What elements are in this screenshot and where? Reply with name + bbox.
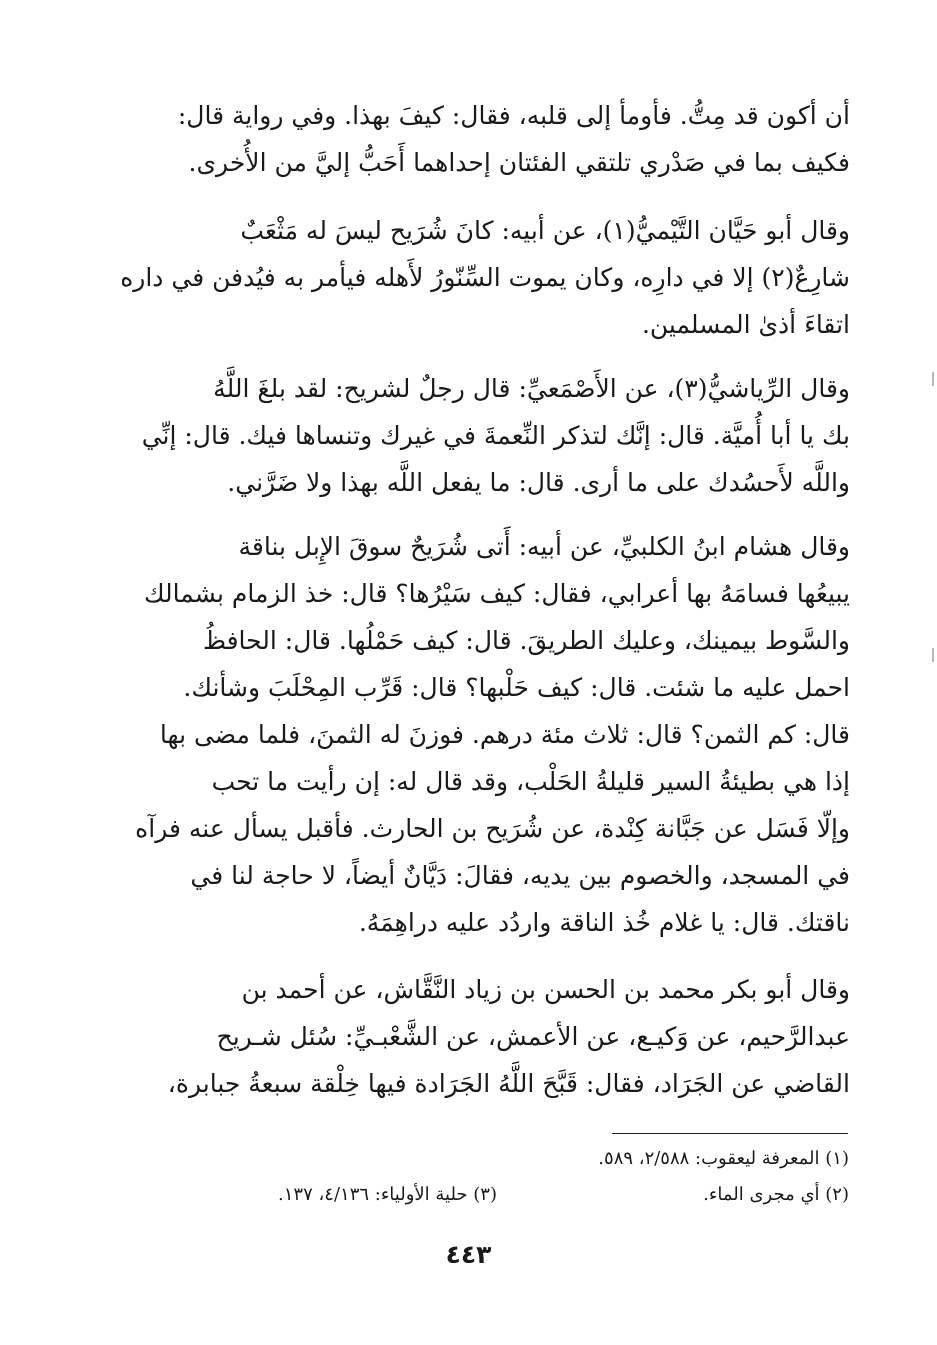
text-line: القاضي عن الجَرَاد، فقال: قَبَّحَ اللَّهُ الجَرَادة فيها خِلْقة سبعةُ جبابرة، (167, 1069, 850, 1098)
scan-edge-mark (932, 648, 934, 662)
paragraph-4 (135, 523, 850, 946)
text-line: وقال هشام ابنُ الكلبيِّ، عن أبيه: أَتى شُرَيحٌ سوقَ الإِبل بناقة (238, 532, 850, 561)
paragraph-3 (141, 365, 850, 506)
page-number: ٤٤٣ (445, 1240, 492, 1269)
footnote-separator (612, 1133, 848, 1134)
text-line: وقال أبو حَيَّان التَّيْميُّ(١)، عن أبيه: كانَ شُرَيح ليسَ له مَثْعَبٌ (240, 216, 850, 245)
footnote-3: (٣) حلية الأولياء: ٤/١٣٦، ١٣٧. (278, 1184, 497, 1205)
text-line: وإلّا فَسَل عن جَبَّانة كِنْدة، عن شُرَيح بن الحارث. فأقبل يسأل عنه فرآه (135, 814, 850, 843)
text-line: في المسجد، والخصوم بين يديه، فقالَ: دَيَّانٌ أيضاً، لا حاجة لنا في (190, 861, 850, 890)
footnote-2: (٢) أي مجرى الماء. (703, 1184, 849, 1205)
text-line: وقال أبو بكر محمد بن الحسن بن زياد النَّقَّاش، عن أحمد بن (241, 975, 850, 1004)
text-line: وقال الرِّياشيُّ(٣)، عن الأَصْمَعيِّ: قال رجلٌ لشريح: لقد بلغَ اللَّهُ (213, 374, 850, 403)
text-line: عبدالرَّحيم، عن وَكيـع، عن الأعمش، عن الشَّعْبـيِّ: سُئل شـريح (216, 1022, 850, 1051)
paragraph-1 (150, 92, 850, 186)
text-line: والسَّوط بيمينك، وعليك الطريقَ. قال: كيف حَمْلُها. قال: الحافظُ (202, 626, 850, 655)
paragraph-2 (120, 207, 850, 348)
text-line: احمل عليه ما شئت. قال: كيف حَلْبها؟ قال: قَرِّب المِحْلَبَ وشأنك. (183, 673, 850, 702)
text-line: إذا هي بطيئةُ السير قليلةُ الحَلْب، وقد قال له: إن رأيت ما تحب (211, 767, 850, 796)
text-line: أن أكون قد مِتُّ. فأومأ إلى قلبه، فقال: كيفَ بهذا. وفي رواية قال: (177, 101, 850, 130)
text-line: بك يا أبا أُميَّة. قال: إنَّك لتذكر النِّعمةَ في غيرك وتنساها فيك. قال: إنِّي (141, 421, 850, 450)
text-line: قال: كم الثمن؟ قال: ثلاث مئة درهم. فوزنَ له الثمنَ، فلما مضى بها (159, 720, 850, 749)
text-line: ناقتك. قال: يا غلام خُذ الناقة واردُد عليه دراهِمَهُ. (358, 908, 850, 937)
text-line: يبيعُها فسامَهُ بها أعرابي، فقال: كيف سَيْرُها؟ قال: خذ الزمام بشمالك (143, 579, 850, 608)
paragraph-5 (150, 966, 850, 1107)
text-line: فكيف بما في صَدْري تلتقي الفئتان إحداهما أَحَبُّ إليَّ من الأُخرى. (188, 148, 850, 177)
scan-edge-mark (932, 372, 934, 386)
footnote-1: (١) المعرفة ليعقوب: ٢/٥٨٨، ٥٨٩. (598, 1148, 849, 1169)
text-line: واللَّه لأَحسُدك على ما أرى. قال: ما يفعل اللَّه بهذا ولا ضَرَّني. (227, 468, 850, 497)
text-line: شارِعٌ(٢) إلا في دارِه، وكان يموت السِّنّورُ لأَهله فيأمر به فيُدفن في داره (120, 263, 850, 292)
text-line: اتقاءَ أذىٰ المسلمين. (641, 310, 850, 339)
